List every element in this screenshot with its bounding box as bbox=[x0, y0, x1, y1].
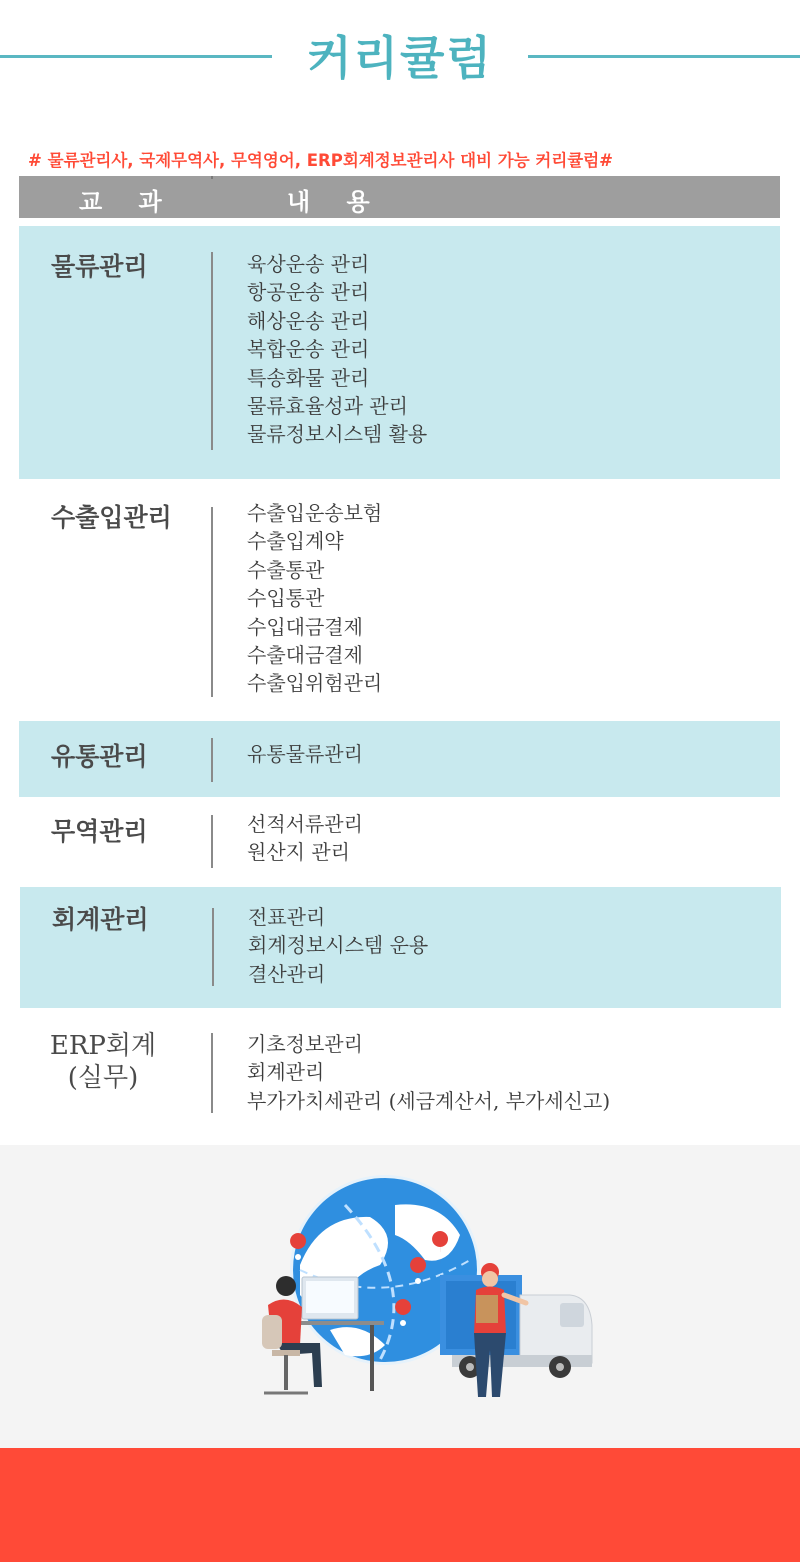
content-list bbox=[247, 250, 427, 449]
list-item: 물류정보시스템 활용 bbox=[247, 422, 428, 447]
subject-label: 수출입관리 bbox=[51, 503, 172, 532]
list-item: 물류효율성과 관리 bbox=[247, 394, 408, 419]
table-row bbox=[19, 797, 780, 887]
subject-label-line2: (실무) bbox=[67, 1063, 139, 1093]
list-item: 수출입위험관리 bbox=[247, 671, 383, 696]
content-list bbox=[247, 1030, 610, 1115]
header-content: 내 용 bbox=[287, 187, 384, 216]
content-list bbox=[248, 903, 428, 988]
row-divider bbox=[211, 1033, 213, 1113]
list-item: 원산지 관리 bbox=[247, 840, 350, 865]
table-row bbox=[19, 721, 780, 797]
list-item: 항공운송 관리 bbox=[247, 280, 370, 305]
header-divider-tick bbox=[211, 176, 213, 179]
subject-label: 유통관리 bbox=[51, 742, 148, 771]
title-section bbox=[0, 20, 800, 92]
table-row bbox=[19, 1008, 780, 1145]
list-item: 전표관리 bbox=[248, 905, 326, 929]
list-item: 유통물류관리 bbox=[247, 742, 363, 766]
title-line-right bbox=[528, 55, 800, 58]
list-item: 결산관리 bbox=[248, 961, 326, 986]
list-item: 복합운송 관리 bbox=[247, 337, 370, 362]
subject-label: 무역관리 bbox=[51, 817, 148, 846]
logistics-illustration bbox=[0, 1145, 800, 1448]
list-item: 수출입계약 bbox=[247, 529, 344, 554]
row-divider bbox=[211, 815, 213, 868]
table-row bbox=[19, 226, 780, 479]
footer-bar bbox=[0, 1448, 800, 1562]
table-row bbox=[20, 887, 781, 1008]
list-item: 수입대금결제 bbox=[247, 614, 363, 639]
row-divider bbox=[211, 507, 213, 697]
page-title: 커리큘럼 bbox=[307, 31, 493, 85]
table-row bbox=[19, 479, 780, 721]
subject-label: 회계관리 bbox=[52, 905, 149, 934]
list-item: 특송화물 관리 bbox=[247, 365, 370, 390]
list-item: 기초정보관리 bbox=[247, 1032, 363, 1056]
list-item: 수출대금결제 bbox=[247, 643, 363, 668]
table-header bbox=[19, 176, 780, 218]
subtitle: # 물류관리사, 국제무역사, 무역영어, ERP회계정보관리사 대비 가능 커리큘럼# bbox=[28, 151, 613, 170]
list-item: 부가가치세관리 (세금계산서, 부가세신고) bbox=[247, 1088, 611, 1113]
content-list bbox=[247, 499, 382, 698]
list-item: 수출통관 bbox=[247, 557, 325, 582]
list-item: 해상운송 관리 bbox=[247, 308, 370, 333]
row-divider bbox=[211, 252, 213, 450]
delivery-truck-icon bbox=[440, 1275, 592, 1378]
list-item: 회계정보시스템 운용 bbox=[248, 933, 429, 958]
list-item: 회계관리 bbox=[247, 1060, 325, 1085]
list-item: 수입통관 bbox=[247, 586, 325, 611]
content-list bbox=[247, 810, 363, 867]
content-list bbox=[247, 740, 363, 768]
subject-label-line1: ERP회계 bbox=[49, 1031, 157, 1061]
row-divider bbox=[212, 908, 214, 986]
subject-label: 물류관리 bbox=[51, 252, 148, 281]
list-item: 육상운송 관리 bbox=[247, 252, 370, 276]
row-divider bbox=[211, 738, 213, 782]
subject-label bbox=[47, 1030, 159, 1094]
list-item: 수출입운송보험 bbox=[247, 501, 383, 525]
header-subject: 교 과 bbox=[79, 187, 176, 216]
illustration-section bbox=[0, 1145, 800, 1448]
list-item: 선적서류관리 bbox=[247, 812, 363, 836]
